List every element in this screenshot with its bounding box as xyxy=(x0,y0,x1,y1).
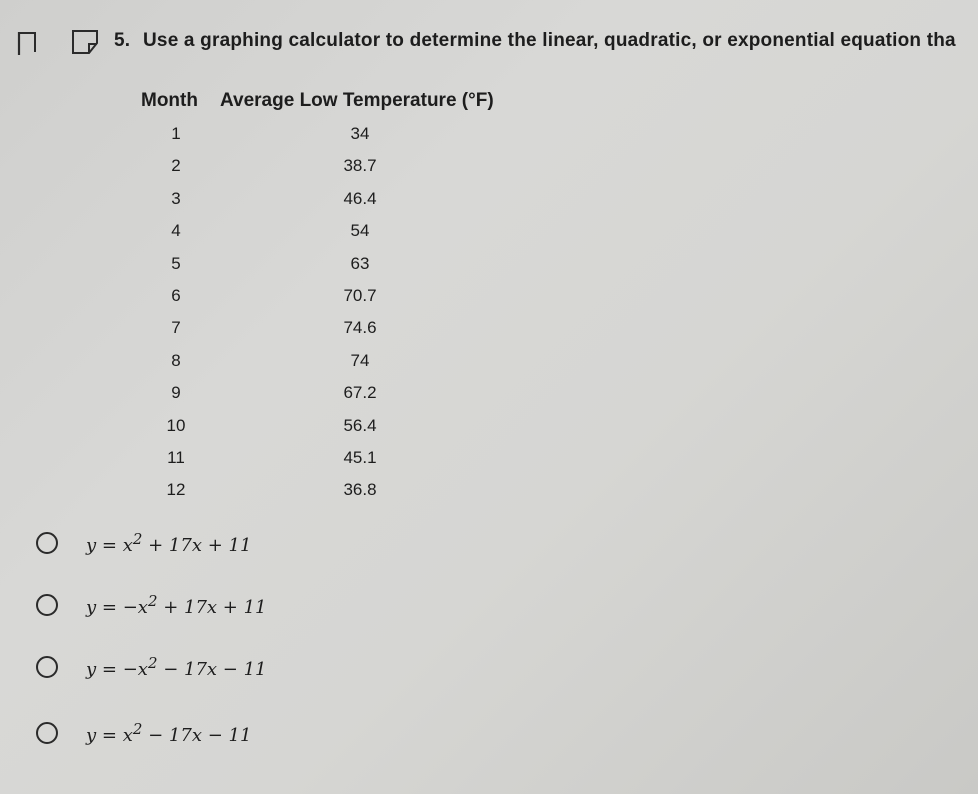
equation: $y = -x^2 - 17x - 11$ xyxy=(86,654,267,680)
table-cell-month: 3 xyxy=(171,188,181,208)
table-cell-temperature: 63 xyxy=(350,253,370,273)
table-cell-temperature: 34 xyxy=(350,124,370,143)
table-header-temperature: Average Low Temperature (°F) xyxy=(220,90,494,111)
equation: $y = x^2 - 17x - 11$ xyxy=(86,720,252,746)
table-cell-month: 1 xyxy=(171,124,181,143)
answer-option-b[interactable] xyxy=(36,590,267,620)
table-cell-temperature: 45.1 xyxy=(343,448,377,467)
table-cell-temperature: 36.8 xyxy=(343,480,377,500)
table-cell-temperature: 74.6 xyxy=(343,318,377,338)
table-cell-month: 7 xyxy=(171,318,181,338)
answer-option-a[interactable] xyxy=(36,528,251,558)
equation: $y = x^2 + 17x + 11$ xyxy=(86,530,252,556)
table-cell-month: 9 xyxy=(171,383,181,403)
table-cell-temperature: 46.4 xyxy=(343,188,377,208)
table-cell-month: 11 xyxy=(167,448,185,467)
table-cell-temperature: 56.4 xyxy=(343,415,377,435)
table-cell-temperature: 74 xyxy=(350,350,370,370)
table-cell-month: 8 xyxy=(171,350,181,370)
answer-option-c[interactable] xyxy=(36,652,267,682)
note-icon[interactable] xyxy=(70,28,102,56)
equation: $y = -x^2 + 17x + 11$ xyxy=(86,592,267,618)
table-cell-month: 2 xyxy=(171,156,181,176)
table-cell-temperature: 70.7 xyxy=(343,286,377,305)
table-header-month: Month xyxy=(141,90,198,111)
question-prompt: Use a graphing calculator to determine the linear, quadratic, or exponential equation tha xyxy=(143,30,956,51)
table-cell-month: 12 xyxy=(166,480,186,500)
table-cell-temperature: 67.2 xyxy=(343,383,377,403)
table-cell-month: 5 xyxy=(171,253,181,273)
table-cell-temperature: 54 xyxy=(350,221,370,241)
radio-button[interactable] xyxy=(36,722,58,744)
table-cell-month: 4 xyxy=(171,221,181,241)
radio-button[interactable] xyxy=(36,594,58,616)
radio-button[interactable] xyxy=(36,532,58,554)
bookmark-flag-icon[interactable] xyxy=(16,30,38,56)
table-cell-temperature: 38.7 xyxy=(343,156,377,176)
table-cell-month: 6 xyxy=(171,286,181,305)
table-cell-month: 10 xyxy=(166,415,186,435)
answer-option-d[interactable] xyxy=(36,718,251,748)
question-number: 5. xyxy=(114,30,131,51)
radio-button[interactable] xyxy=(36,656,58,678)
